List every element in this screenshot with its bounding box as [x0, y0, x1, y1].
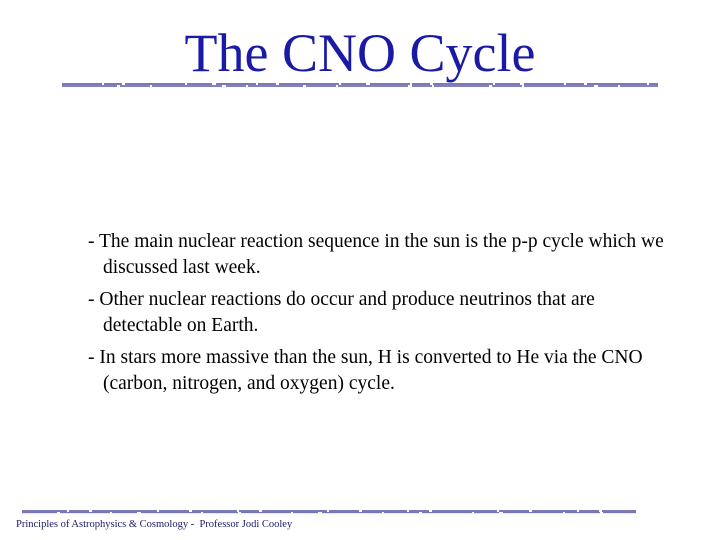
slide-title: The CNO Cycle	[184, 23, 536, 83]
bullet-item: - In stars more massive than the sun, H is converted to He via the CNO (carbon, nitrogen, and oxygen) cycle.	[88, 347, 643, 394]
footer-text: Principles of Astrophysics & Cosmology - Professor Jodi Cooley	[16, 519, 293, 530]
footer-rule	[22, 509, 636, 514]
bullet-list	[88, 229, 668, 403]
bullet-item: - The main nuclear reaction sequence in the sun is the p-p cycle which we discussed last week.	[88, 231, 664, 278]
title-underline	[62, 82, 658, 88]
bullet-item: - Other nuclear reactions do occur and produce neutrinos that are detectable on Earth.	[88, 289, 595, 336]
